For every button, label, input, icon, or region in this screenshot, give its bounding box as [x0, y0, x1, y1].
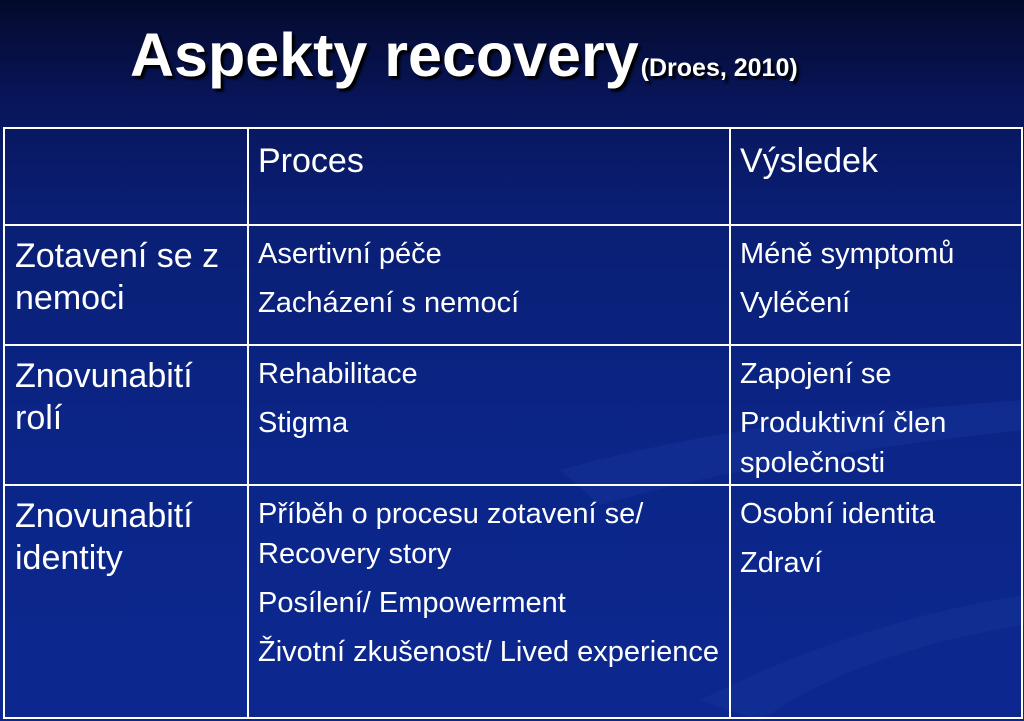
row-label: Znovunabití identity	[15, 497, 193, 577]
proces-item: Asertivní péče	[258, 238, 442, 270]
proces-item: Životní zkušenost/ Lived experience	[258, 636, 720, 668]
proces-item: Posílení/ Empowerment	[258, 587, 566, 619]
header-empty-cell	[4, 128, 248, 225]
header-vysledek	[730, 128, 1022, 225]
vysledek-cell	[730, 485, 1022, 718]
vysledek-cell	[730, 225, 1022, 345]
vysledek-item: Zdraví	[740, 547, 823, 579]
vysledek-item: Vyléčení	[740, 287, 851, 319]
proces-cell	[248, 345, 730, 485]
vysledek-item: Méně symptomů	[740, 238, 955, 270]
row-label-cell	[4, 345, 248, 485]
proces-item: Rehabilitace	[258, 358, 418, 390]
header-vysledek-label: Výsledek	[740, 142, 878, 180]
table-header-row	[4, 128, 1022, 225]
vysledek-item: Osobní identita	[740, 498, 936, 530]
proces-item: Příběh o procesu zotavení se/ Recovery story	[258, 498, 644, 570]
header-proces	[248, 128, 730, 225]
table-row	[4, 345, 1022, 485]
title-citation: (Droes, 2010)	[640, 54, 798, 82]
vysledek-item: Zapojení se	[740, 358, 892, 390]
table-row	[4, 485, 1022, 718]
vysledek-item: Produktivní člen společnosti	[740, 407, 947, 479]
title-text: Aspekty recovery	[130, 21, 639, 89]
row-label: Zotavení se z nemoci	[15, 237, 220, 317]
proces-cell	[248, 485, 730, 718]
row-label-cell	[4, 225, 248, 345]
slide-title	[130, 20, 798, 90]
proces-cell	[248, 225, 730, 345]
proces-item: Zacházení s nemocí	[258, 287, 520, 319]
recovery-table	[3, 127, 1023, 719]
proces-item: Stigma	[258, 407, 349, 439]
row-label-cell	[4, 485, 248, 718]
table-row	[4, 225, 1022, 345]
header-proces-label: Proces	[258, 142, 364, 180]
vysledek-cell	[730, 345, 1022, 485]
row-label: Znovunabití rolí	[15, 357, 193, 437]
